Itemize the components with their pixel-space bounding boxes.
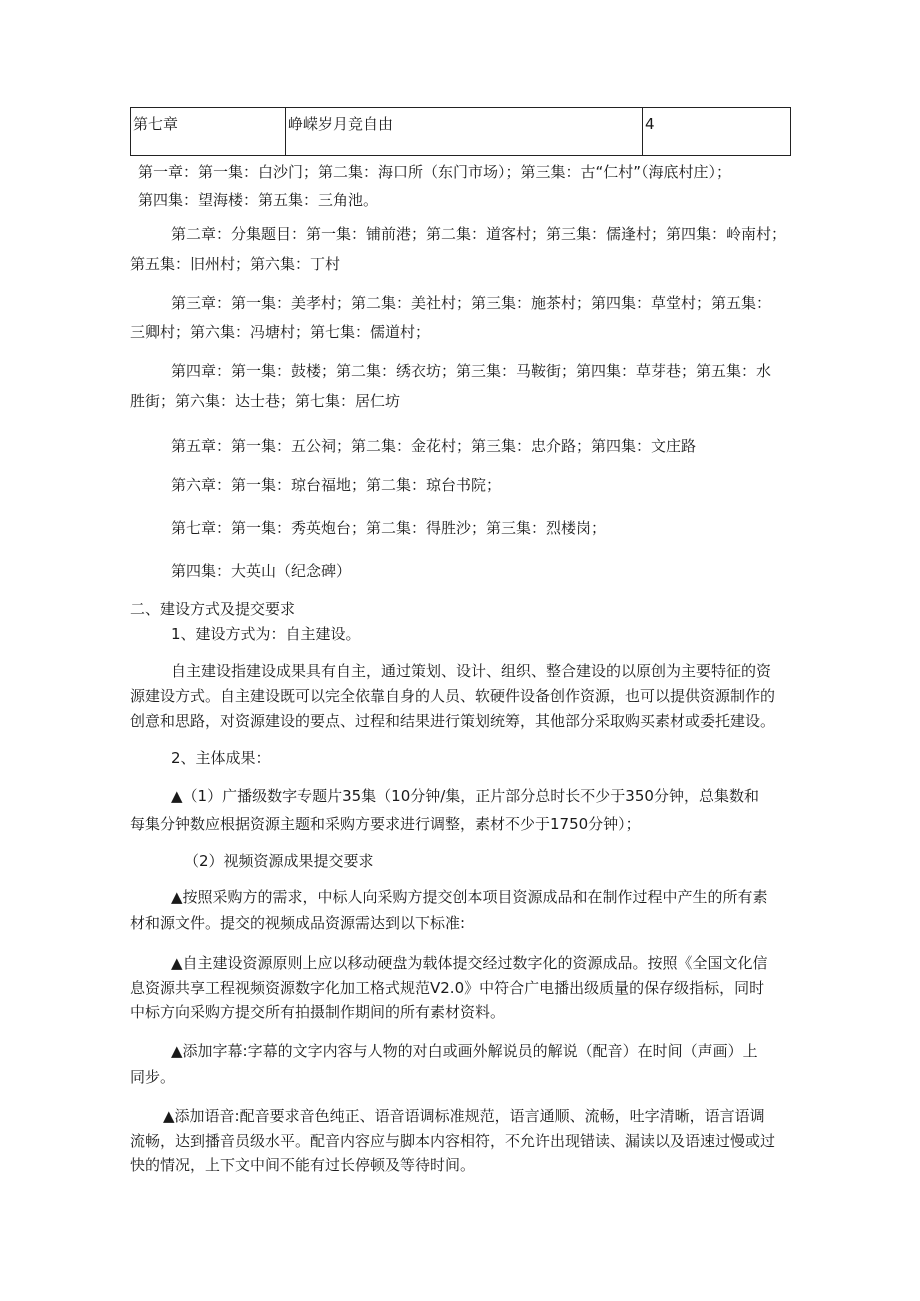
chapter5-episodes: 第五章：第一集：五公祠；第二集：金花村；第三集：忠介路；第四集：文庄路 — [171, 437, 697, 455]
bullet3-line1: ▲添加字幕:字幕的文字内容与人物的对白或画外解说员的解说（配音）在时间（声画）上 — [171, 1042, 758, 1060]
description-line3: 创意和思路，对资源建设的要点、过程和结果进行策划统筹，其他部分采取购买素材或委托建设。 — [130, 712, 776, 730]
chapter6-episodes: 第六章：第一集：琼台福地；第二集：琼台书院； — [171, 476, 502, 494]
bullet3-line2: 同步。 — [130, 1068, 176, 1086]
chapter1-episodes-line2: 第四集：望海楼：第五集：三角池。 — [138, 191, 379, 209]
chapter2-episodes-line2: 第五集：旧州村；第六集：丁村 — [130, 255, 341, 273]
bullet1-line1: ▲按照采购方的需求，中标人向采购方提交创本项目资源成品和在制作过程中产生的所有素 — [171, 888, 768, 906]
chapter3-episodes-line2: 三卿村；第六集：冯塘村；第七集：儒道村； — [130, 323, 431, 341]
chapter-table — [130, 107, 791, 156]
main-results-heading: 2、主体成果： — [171, 749, 271, 767]
bullet4-line3: 快的情况，上下文中间不能有过长停顿及等待时间。 — [130, 1156, 476, 1174]
bullet2-line1: ▲自主建设资源原则上应以移动硬盘为载体提交经过数字化的资源成品。按照《全国文化信 — [171, 954, 768, 972]
table-cell-chapter: 第七章 — [131, 108, 286, 156]
chapter7-episode4: 第四集：大英山（纪念碑） — [171, 562, 352, 580]
description-line2: 源建设方式。自主建设既可以完全依靠自身的人员、软硬件设备创作资源，也可以提供资源制作的 — [130, 687, 776, 705]
table-cell-count: 4 — [643, 108, 791, 156]
section-heading: 二、建设方式及提交要求 — [130, 600, 296, 618]
chapter7-episodes: 第七章：第一集：秀英炮台；第二集：得胜沙；第三集：烈楼岗； — [171, 519, 607, 537]
bullet2-line3: 中标方向采购方提交所有拍摄制作期间的所有素材资料。 — [130, 1003, 506, 1021]
construction-method: 1、建设方式为：自主建设。 — [171, 625, 361, 643]
table-cell-title: 峥嵘岁月竞自由 — [286, 108, 643, 156]
bullet1-line2: 材和源文件。提交的视频成品资源需达到以下标准: — [130, 914, 466, 932]
bullet4-line1: ▲添加语音:配音要求音色纯正、语音语调标准规范，语言通顺、流畅，吐字清晰，语言语调 — [163, 1107, 765, 1125]
requirement1-line1: ▲（1）广播级数字专题片35集（10分钟/集，正片部分总时长不少于350分钟，总集数和 — [171, 787, 759, 805]
bullet2-line2: 息资源共享工程视频资源数字化加工格式规范V2.0》中符合广电播出级质量的保存级指标，同时 — [130, 979, 765, 997]
bullet4-line2: 流畅，达到播音员级水平。配音内容应与脚本内容相符，不允许出现错读、漏读以及语速过慢或过 — [130, 1132, 776, 1150]
requirement1-line2: 每集分钟数应根据资源主题和采购方要求进行调整，素材不少于1750分钟）； — [130, 815, 641, 833]
chapter3-episodes-line1: 第三章：第一集：美孝村；第二集：美社村；第三集：施茶村；第四集：草堂村；第五集： — [171, 294, 772, 312]
description-line1: 自主建设指建设成果具有自主，通过策划、设计、组织、整合建设的以原创为主要特征的资 — [171, 662, 772, 680]
table-row — [131, 108, 791, 156]
chapter2-episodes-line1: 第二章：分集题目：第一集：铺前港；第二集：道客村；第三集：儒逢村；第四集：岭南村； — [171, 225, 787, 243]
chapter1-episodes-line1: 第一章：第一集：白沙门；第二集：海口所（东门市场）；第三集：古“仁村”（海底村庄）； — [138, 163, 732, 181]
chapter4-episodes-line1: 第四章：第一集：鼓楼；第二集：绣衣坊；第三集：马鞍街；第四集：草芽巷；第五集：水 — [171, 362, 772, 380]
requirement2-heading: （2）视频资源成果提交要求 — [184, 852, 374, 870]
chapter4-episodes-line2: 胜街；第六集：达士巷；第七集：居仁坊 — [130, 392, 401, 410]
